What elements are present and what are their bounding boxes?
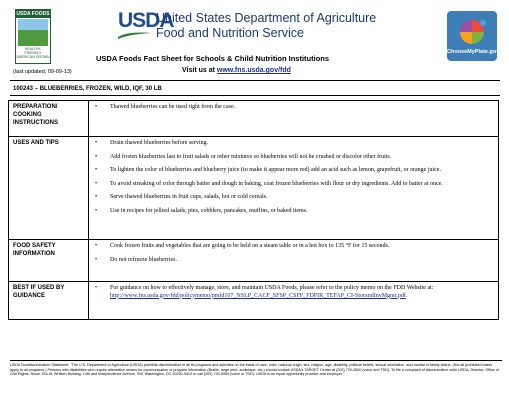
- divider: [10, 95, 500, 96]
- usda-foods-logo-tagline: HEALTHY, FRIENDLY AMERICAN GROWN: [16, 47, 50, 59]
- best-after: .: [405, 292, 408, 299]
- usda-logo-mark: USDA: [118, 9, 174, 32]
- usda-foods-logo-title: USDA FOODS: [16, 11, 50, 17]
- product-name: 100243 – BLUEBERRIES, FROZEN, WILD, IQF, 30 LB: [13, 86, 162, 92]
- best-content: [89, 282, 499, 320]
- safety-content: [89, 240, 499, 282]
- list-item: [89, 285, 498, 300]
- myplate-icon: [457, 17, 487, 47]
- fdd-website-link[interactable]: www.fns.usda.gov/fdd: [216, 67, 291, 74]
- visit-label: Visit us at: [182, 67, 217, 74]
- dept-line-2: Food and Nutrition Service: [156, 26, 304, 40]
- table-row: [9, 137, 499, 240]
- list-item: • To lighten the color of blueberries and blueberry juice (to make it appear more red) add an acid such as lemon, grapefruit, or orange juice.: [89, 167, 498, 175]
- myplate-label: ChooseMyPlate.gov: [447, 49, 500, 55]
- footer-divider: [10, 360, 502, 361]
- best-heading: BEST IF USED BY GUIDANCE: [9, 282, 89, 320]
- page-title: USDA Foods Fact Sheet for Schools & Child Nutrition Institutions: [96, 54, 330, 63]
- list-item: • Drain thawed blueberries before serving.: [89, 140, 498, 148]
- safety-heading: FOOD SAFETY INFORMATION: [9, 240, 89, 282]
- fact-table: [8, 100, 499, 320]
- list-item: • Thawed blueberries can be used right from the case.: [89, 104, 498, 112]
- myplate-logo: [447, 11, 500, 61]
- best-text: For guidance on how to effectively manage, store, and maintain USDA Foods, please refer to the policy memo on the FDD Website at:: [110, 285, 434, 291]
- visit-line: [182, 67, 291, 74]
- uses-content: [89, 137, 499, 240]
- list-item: • Add frozen blueberries last to fruit salads or other mixtures so blueberries will not be crushed or discolor other fruits.: [89, 154, 498, 162]
- divider: [10, 80, 500, 81]
- policy-memo-link[interactable]: http://www.fns.usda.gov/fdd/policymemo/pmfd107_NSLP_CACF_SFSP_CSFP_FDPIR_TEFAP_CI-StorandInvMgmt.pdf: [110, 292, 406, 299]
- list-item: • Cook frozen fruits and vegetables that are going to be held on a steam table or in a hot box to 135 °F for 15 seconds.: [89, 243, 498, 251]
- dept-line-1: United States Department of Agriculture: [156, 11, 377, 25]
- table-row: [9, 101, 499, 137]
- usda-swoosh-icon: [118, 31, 152, 39]
- list-item: • Use in recipes for jellied salads, pies, cobblers, pancakes, muffins, or baked items.: [89, 208, 498, 216]
- table-row: [9, 240, 499, 282]
- list-item: • Serve thawed blueberries in fruit cups, salads, hot or cold cereals.: [89, 194, 498, 202]
- table-row: [9, 282, 499, 320]
- list-item: • Do not refreeze blueberries.: [89, 257, 498, 265]
- usda-foods-logo: [15, 9, 51, 64]
- uses-heading: USES AND TIPS: [9, 137, 89, 240]
- list-item: • To avoid streaking of color through batter and dough in baking, coat frozen blueberries with flour or dry ingredients. Add to batter at once.: [89, 181, 498, 189]
- prep-content: [89, 101, 499, 137]
- nondiscrimination-statement: USDA Nondiscrimination Statement: "The U.S. Department of Agriculture (USDA) prohibits discrimination in all its programs and activities on the basis of race, color, national origin, sex, religion, age, disability, political beliefs, sexual orientation, and marital or family status. (Not all prohibited bases apply to all programs.) Persons with disabilities who require alternative means for communication of program information (Braille, large print, audiotape, etc.) should contact USDA's TARGET Center at (202) 720-2600 (voice and TDD). To file a complaint of discrimination write USDA, Director, Office of Civil Rights, Room 326-W, Whitten Building, 14th and Independence Avenue, SW, Washington, DC 20250-9410 or call (202) 720-5964 (voice or TDD). USDA is an equal opportunity provider and employer.": [10, 363, 499, 377]
- usda-foods-logo-image: [18, 19, 48, 46]
- prep-heading: PREPARATION/ COOKING INSTRUCTIONS: [9, 101, 89, 137]
- agency-name: [156, 11, 376, 41]
- last-updated: (last updated, 09-09-13): [13, 69, 72, 75]
